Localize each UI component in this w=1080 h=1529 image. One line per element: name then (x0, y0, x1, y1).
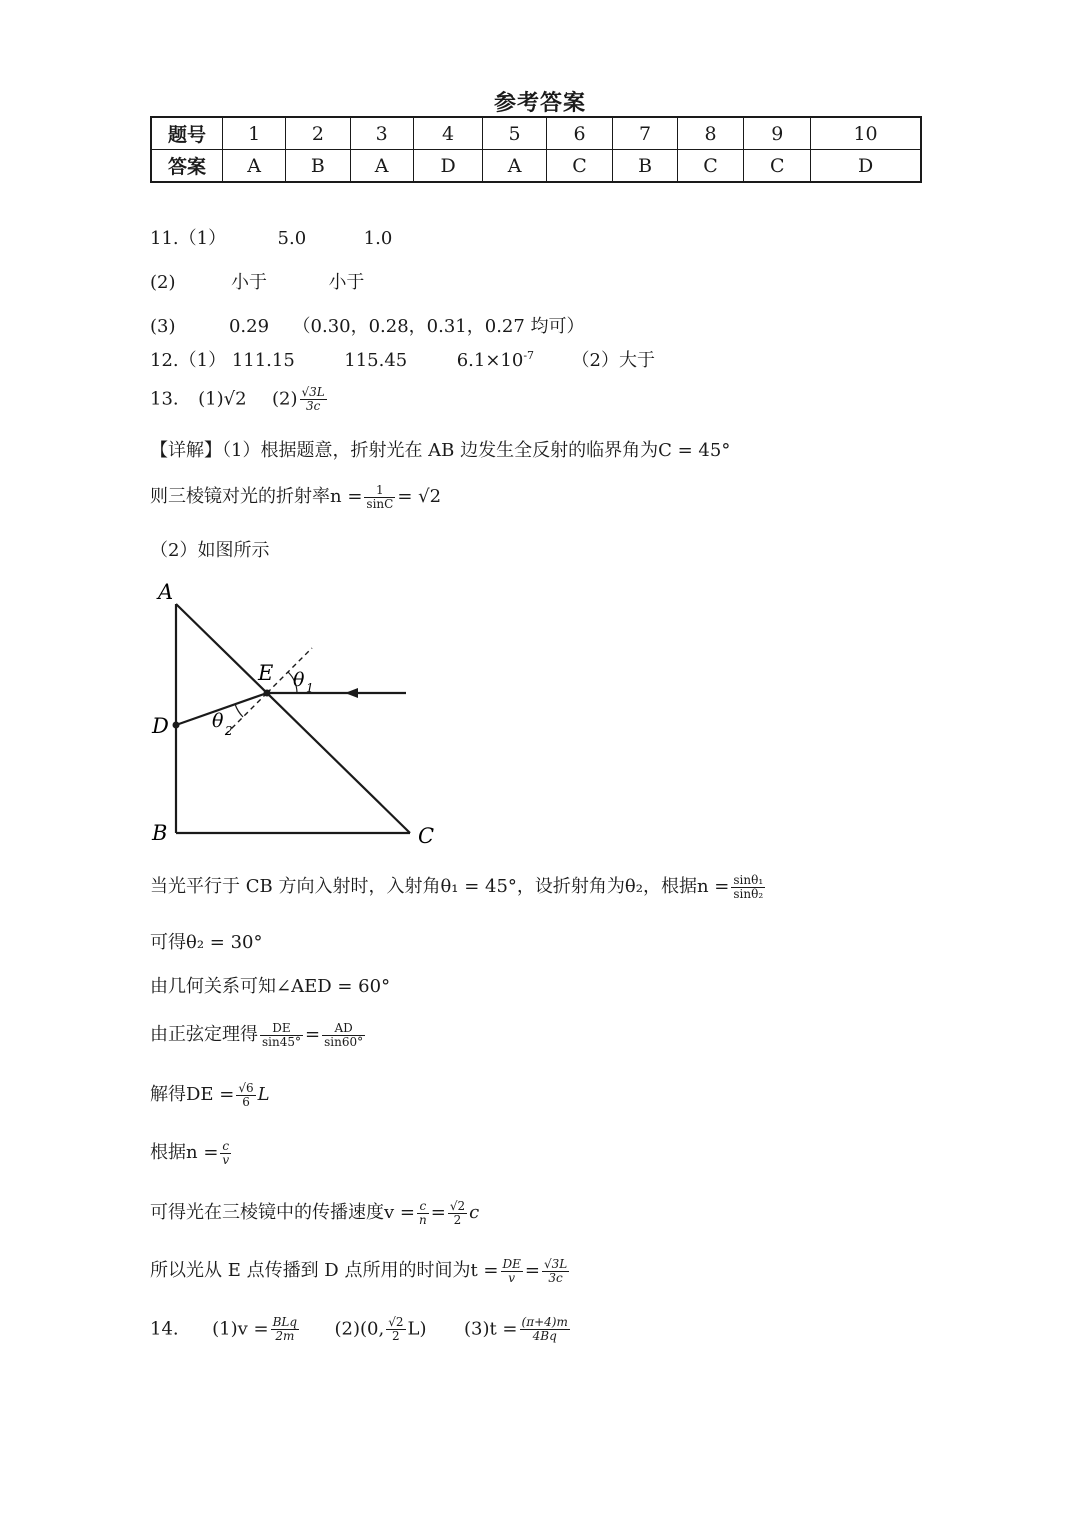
detail-line-11: 所以光从 E 点传播到 D 点所用的时间为t = $\frac{DE}{v}$ = $\frac{√3L}{3c}$ (150, 1256, 568, 1285)
q11-part2-a: 小于 (230, 272, 267, 293)
detail-line-1: 【详解】（1）根据题意，折射光在 AB 边发生全反射的临界角为C = 45° (150, 440, 731, 461)
label-e: E (258, 661, 274, 685)
fraction-root2-over-2-q14: $\frac{√2}{2}$ (388, 1315, 404, 1343)
label-c: C (418, 824, 435, 848)
table-cell: C (677, 150, 744, 183)
q11-part3-label: (3) (150, 316, 176, 337)
detail-line-3: （2）如图所示 (150, 540, 270, 561)
table-cell: 5 (483, 117, 546, 150)
q12-d: （2）大于 (571, 350, 655, 371)
table-cell: 6 (546, 117, 613, 150)
q13-line (150, 386, 329, 413)
q12-line (150, 346, 655, 372)
table-cell: C (546, 150, 613, 183)
q11-part3-b: （0.30，0.28，0.31，0.27 均可） (292, 316, 585, 337)
page-title: 参考答案 (493, 90, 586, 116)
fraction-1-over-sinc: $\frac{1}{\sin C}$ (366, 482, 394, 511)
q13-fraction: $\frac{√3L}{3c}$ (301, 385, 325, 413)
table-row-answers (151, 150, 921, 183)
label-theta2: θ (212, 710, 224, 732)
q11-part3-a: 0.29 (228, 316, 270, 337)
table-cell: 9 (744, 117, 811, 150)
table-cell: 10 (811, 117, 921, 150)
fraction-pi4m-over-4bq: $\frac{(\pi+4)m}{4Bq}$ (521, 1315, 568, 1343)
point-d (173, 722, 180, 729)
q11-part2-b: 小于 (328, 272, 365, 293)
table-row-numbers (151, 117, 921, 150)
arrow-head-icon (345, 688, 358, 698)
label-theta1-sub: 1 (306, 681, 314, 695)
table-cell: 8 (677, 117, 744, 150)
q14-line: 14. (1)v = $\frac{\text{BLq}}{2m}$ (2)(0, $\frac{√2}{2}$ L) (3)t = $\frac{(\pi+4)m}{4Bq}$ (150, 1315, 568, 1343)
label-a: A (158, 580, 174, 604)
fraction-c-over-n: $\frac{c}{n}$ (418, 1198, 427, 1227)
label-b: B (152, 821, 168, 845)
table-cell: 3 (350, 117, 413, 150)
q11-line2 (150, 268, 364, 294)
angle-arc-theta2 (235, 704, 243, 717)
fraction-blq-over-2m: $\frac{\text{BLq}}{2m}$ (272, 1315, 298, 1343)
point-e (264, 690, 271, 697)
detail-line-7: 由正弦定理得 $\frac{DE}{\sin 45^\circ}$ = $\frac{AD}{\sin 60^\circ}$ (150, 1020, 364, 1049)
table-cell: D (811, 150, 921, 183)
q13-part2: (2) (272, 388, 298, 410)
q11-label: 11.（1） (150, 228, 227, 249)
label-d: D (152, 714, 169, 738)
q13-part1: (1)√2 (198, 388, 247, 410)
detail-line-9: 根据n = $\frac{c}{v}$ (150, 1138, 230, 1167)
q12-c: 6.1×10 (456, 350, 524, 371)
detail-line-5: 可得θ₂ = 30° (150, 932, 263, 953)
q12-c-exponent: -7 (523, 349, 535, 362)
q12-b: 115.45 (344, 350, 408, 371)
detail-line-4: 当光平行于 CB 方向入射时，入射角θ₁ = 45°，设折射角为θ₂，根据n = $\frac{\text{sinθ₁}}{\text{sinθ₂}}$ (150, 872, 764, 901)
detail-line-8: 解得DE = $\frac{√6}{6}$ L (150, 1080, 270, 1109)
q14-label: 14. (150, 1318, 179, 1340)
table-cell: A (223, 150, 286, 183)
fraction-de-sin45: $\frac{DE}{\sin 45^\circ}$ (262, 1020, 301, 1049)
fraction-c-over-v: $\frac{c}{v}$ (222, 1138, 230, 1167)
q11-answer-a: 5.0 (277, 228, 307, 249)
row-header-answer: 答案 (151, 150, 223, 183)
detail-line-10: 可得光在三棱镜中的传播速度v = $\frac{c}{n}$ = $\frac{√2}{2}$ c (150, 1198, 480, 1227)
q11-line3 (150, 312, 585, 338)
table-cell: 4 (413, 117, 483, 150)
table-cell: 7 (613, 117, 677, 150)
table-cell: B (286, 150, 350, 183)
q12-label: 12.（1） (150, 350, 227, 371)
fraction-ad-sin60: $\frac{AD}{\sin 60^\circ}$ (324, 1020, 364, 1049)
q11-line1 (150, 224, 392, 250)
fraction-de-over-v: $\frac{DE}{v}$ (502, 1256, 521, 1285)
table-cell: C (744, 150, 811, 183)
table-cell: B (613, 150, 677, 183)
fraction-root3l-over-3c: $\frac{√3L}{3c}$ (543, 1256, 568, 1285)
detail-line-2: 则三棱镜对光的折射率n = $\frac{1}{\sin C}$ = √2 (150, 482, 442, 511)
fraction-root6-over-6: $\frac{√6}{6}$ (238, 1080, 254, 1109)
label-theta2-sub: 2 (225, 724, 233, 738)
table-cell: 1 (223, 117, 286, 150)
row-header-number: 题号 (151, 117, 223, 150)
fraction-root2-over-2: $\frac{√2}{2}$ (449, 1198, 466, 1227)
q12-a: 111.15 (231, 350, 295, 371)
fraction-sin-ratio: $\frac{\text{sinθ₁}}{\text{sinθ₂}}$ (733, 872, 764, 901)
q11-answer-b: 1.0 (363, 228, 393, 249)
table-cell: D (413, 150, 483, 183)
q13-label: 13. (150, 388, 179, 410)
label-theta1: θ (293, 669, 305, 691)
table-cell: 2 (286, 117, 350, 150)
q11-part2-label: (2) (150, 272, 176, 293)
detail-line-6: 由几何关系可知∠AED = 60° (150, 976, 391, 997)
prism-diagram (140, 572, 440, 852)
answer-table (150, 116, 922, 183)
table-cell: A (483, 150, 546, 183)
table-cell: A (350, 150, 413, 183)
